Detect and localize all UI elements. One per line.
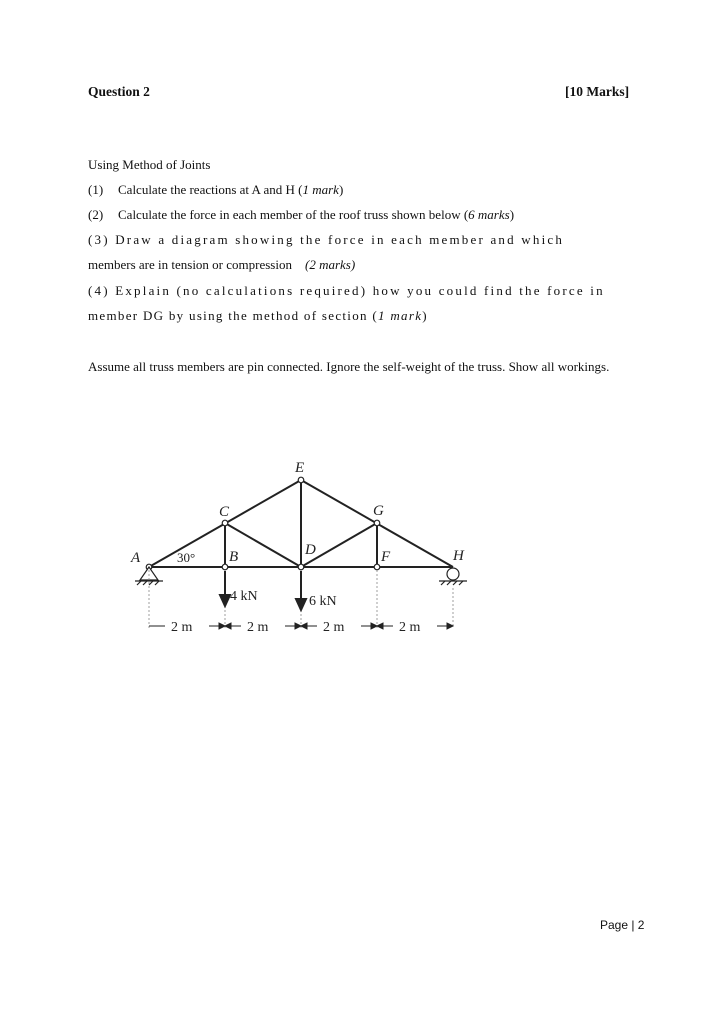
item-3-number: (3) — [88, 232, 110, 247]
label-a: A — [131, 550, 141, 566]
item-1-close: ) — [338, 182, 344, 197]
load-arrowhead-b — [220, 595, 230, 606]
joint-d — [298, 564, 304, 570]
item-4-line-2 — [88, 308, 428, 324]
label-b: B — [229, 549, 239, 565]
item-4-close: ) — [422, 308, 428, 323]
item-4-mark: 1 mark — [378, 308, 423, 323]
item-1-mark: 1 mark — [302, 182, 339, 197]
angle-label: 30° — [177, 550, 196, 565]
label-e: E — [295, 460, 305, 476]
intro-text: Using Method of Joints — [88, 157, 211, 172]
item-4-text-1: Explain (no calculations required) how you could find the force in — [115, 283, 605, 298]
item-3-mark: (2 marks) — [304, 257, 356, 272]
item-2-mark: 6 marks — [468, 207, 510, 222]
item-1-number: (1) — [88, 182, 104, 197]
item-3-line-1 — [88, 232, 564, 248]
span-label-4: 2 m — [399, 620, 421, 635]
span-label-3: 2 m — [323, 620, 345, 635]
label-h: H — [453, 548, 464, 564]
joint-c — [222, 520, 228, 526]
assumption-text: Assume all truss members are pin connected. Ignore the self-weight of the truss. Show all workings. — [88, 359, 610, 374]
label-f: F — [381, 549, 391, 565]
item-2-number: (2) — [88, 207, 104, 222]
joint-e — [298, 477, 304, 483]
span-label-1: 2 m — [171, 620, 193, 635]
item-4-text-2: member DG by using the method of section ( — [88, 308, 378, 323]
roof-truss-figure — [125, 450, 475, 650]
joint-f — [374, 564, 380, 570]
label-g: G — [373, 503, 384, 519]
item-4-line-1 — [88, 283, 605, 299]
roller-support-h — [439, 568, 467, 585]
joint-b — [222, 564, 228, 570]
item-3-text-1: Draw a diagram showing the force in each member and which — [115, 232, 565, 247]
item-4-number: (4) — [88, 283, 110, 298]
question-title: Question 2 — [88, 84, 150, 99]
load-label-b: 4 kN — [230, 589, 258, 604]
load-label-d: 6 kN — [309, 594, 337, 609]
span-label-2: 2 m — [247, 620, 269, 635]
marks-label: [10 Marks] — [565, 84, 630, 99]
label-d: D — [305, 542, 316, 558]
item-3-text-2: members are in tension or compression — [88, 257, 292, 272]
label-c: C — [219, 504, 230, 520]
item-2-text: Calculate the force in each member of the roof truss shown below ( — [118, 207, 469, 222]
joint-g — [374, 520, 380, 526]
item-3-line-2 — [88, 257, 355, 273]
load-arrowhead-d — [296, 599, 306, 610]
page-number: Page | 2 — [600, 918, 645, 932]
item-2-close: ) — [509, 207, 515, 222]
item-1-text: Calculate the reactions at A and H ( — [118, 182, 303, 197]
item-1 — [88, 182, 343, 198]
item-2 — [88, 207, 514, 223]
